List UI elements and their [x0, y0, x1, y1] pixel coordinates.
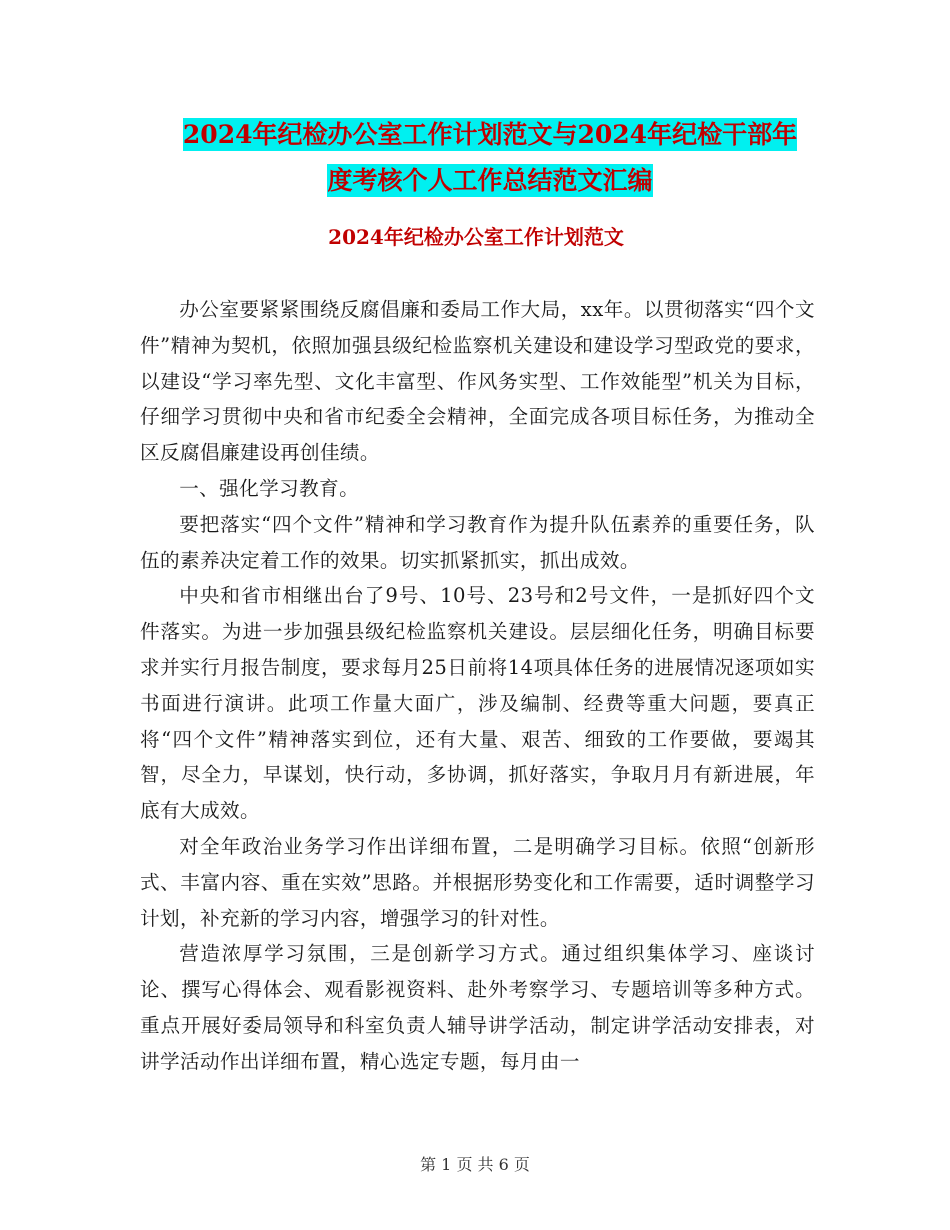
document-body [140, 292, 815, 1080]
paragraph: 一、强化学习教育。 [179, 476, 360, 500]
paragraph: 要把落实“四个文件”精神和学习教育作为提升队伍素养的重要任务，队伍的素养决定着工作的效果。切实抓紧抓实，抓出成效。 [140, 512, 815, 572]
paragraph: 办公室要紧紧围绕反腐倡廉和委局工作大局，xx年。以贯彻落实“四个文件”精神为契机，依照加强县级纪检监察机关建设和建设学习型政党的要求，以建设“学习率先型、文化丰富型、作风务实型、工作效能型”机关为目标，仔细学习贯彻中央和省市纪委全会精神，全面完成各项目标任务，为推动全区反腐倡廉建设再创佳绩。 [140, 298, 815, 465]
paragraph: 对全年政治业务学习作出详细布置，二是明确学习目标。依照“创新形式、丰富内容、重在实效”思路。并根据形势变化和工作需要，适时调整学习计划，补充新的学习内容，增强学习的针对性。 [140, 834, 815, 930]
paragraph: 中央和省市相继出台了9号、10号、23号和2号文件，一是抓好四个文件落实。为进一步加强县级纪检监察机关建设。层层细化任务，明确目标要求并实行月报告制度，要求每月25日前将14项具体任务的进展情况逐项如实书面进行演讲。此项工作量大面广，涉及编制、经费等重大问题，要真正将“四个文件”精神落实到位，还有大量、艰苦、细致的工作要做，要竭其智，尽全力，早谋划，快行动，多协调，抓好落实，争取月月有新进展，年底有大成效。 [140, 584, 815, 823]
document-title [140, 112, 840, 204]
document-title-line-2: 度考核个人工作总结范文汇编 [327, 166, 653, 195]
section-title: 2024年纪检办公室工作计划范文 [328, 225, 624, 249]
paragraph: 营造浓厚学习氛围，三是创新学习方式。通过组织集体学习、座谈讨论、撰写心得体会、观看影视资料、赴外考察学习、专题培训等多种方式。重点开展好委局领导和科室负责人辅导讲学活动，制定讲学活动安排表，对讲学活动作出详细布置，精心选定专题，每月由一 [140, 942, 815, 1073]
document-title-line-1: 2024年纪检办公室工作计划范文与2024年纪检干部年 [182, 120, 798, 149]
page-number-footer: 第 1 页 共 6 页 [420, 1155, 530, 1174]
